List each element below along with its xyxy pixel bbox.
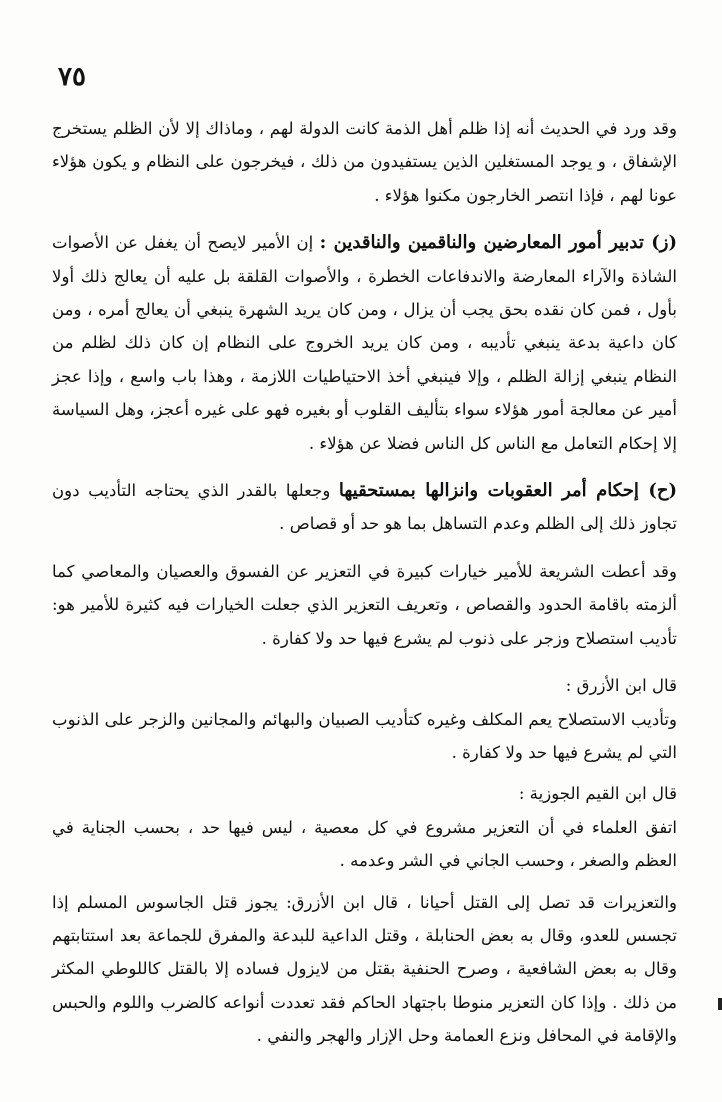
quote-ibn-alazraq	[52, 669, 677, 769]
page-number: ٧٥	[58, 62, 86, 92]
page-edge-mark	[718, 998, 722, 1010]
section-heading-ha: (ح) إحكام أمر العقوبات وانزالها بمستحقيها	[338, 480, 677, 502]
quote-text: اتفق العلماء في أن التعزير مشروع في كل معصية ، ليس فيها حد ، بحسب الجناية في العظم والصغر ، وحسب الجاني في الشر وعدمه .	[52, 817, 677, 871]
paragraph-hadith	[52, 112, 677, 212]
quote-label: قال ابن الأزرق :	[565, 676, 677, 696]
paragraph-tazirat	[52, 886, 677, 1053]
quote-text: وتأديب الاستصلاح يعم المكلف وغيره كتأديب الصبيان والبهائم والمجانين والزجر على الذنوب التي لم يشرع فيها حد ولا كفارة .	[52, 709, 677, 762]
paragraph-section-ha	[52, 474, 677, 541]
paragraph-text: إن الأمير لايصح أن يغفل عن الأصوات الشاذة والآراء المعارضة والاندفاعات الخطرة ، والأصوات القلقة بل عليه أن يعالج ذلك أولا بأول ، فمن كان نقده بحق يجب أن يزال ، ومن كان يريد الشهرة ينبغي أن يعالج أمره ، ومن كان داعية بدعة ينبغي تأديبه ، ومن كان يريد الخروج على النظام إن كان ذلك لظلم من النظام ينبغي إزالة الظلم ، وإلا فينبغي أخذ الاحتياطيات اللازمة ، وهذا باب واسع ، وإذا عجز أمير عن معالجة أمور هؤلاء سواء بتأليف القلوب أو بغيره فهو على غيره أعجز، وهل السياسة إلا إحكام التعامل مع الناس كل الناس فضلا عن هؤلاء .	[52, 233, 677, 453]
paragraph-section-zay	[52, 226, 677, 460]
paragraph-text: وجعلها بالقدر الذي يحتاجه التأديب دون تجاوز ذلك إلى الظلم وعدم التساهل بما هو حد أو قصاص .	[52, 481, 677, 534]
paragraph-text: والتعزيرات قد تصل إلى القتل أحيانا ، قال ابن الأزرق: يجوز قتل الجاسوس المسلم إذا تجسس للعدو، وقال به بعض الحنابلة ، وقتل الداعية للبدعة والمفرق للجماعة بعد استتابتهم وقال به بعض الشافعية ، وصرح الحنفية بقتل من لايزول فساده إلا بالقتل كاللوطي المكثر من ذلك . وإذا كان التعزير منوطا باجتهاد الحاكم فقد تعددت أنواعه كالضرب واللوم والحبس والإقامة في المحافل ونزع العمامة وحل الإزار والهجر والنفي .	[52, 892, 677, 1046]
quote-ibn-alqayyim	[52, 777, 677, 877]
paragraph-text: وقد أعطت الشريعة للأمير خيارات كبيرة في التعزير عن الفسوق والعصيان والمعاصي كما ألزمته باقامة الحدود والقصاص ، وتعريف التعزير الذي جعلت الخيارات فيه كثيرة للأمير هو: تأديب استصلاح وزجر على ذنوب لم يشرع فيها حد ولا كفارة .	[52, 561, 677, 648]
quote-label: قال ابن القيم الجوزية :	[518, 784, 677, 804]
paragraph-tazir-definition	[52, 555, 677, 655]
section-heading-zay: (ز) تدبير أمور المعارضين والناقمين والناقدين :	[319, 232, 677, 254]
page-body	[52, 112, 677, 1067]
paragraph-text: وقد ورد في الحديث أنه إذا ظلم أهل الذمة كانت الدولة لهم ، وماذاك إلا لأن الظلم يستخرج الإشفاق ، و يوجد المستغلين الذين يستفيدون من ذلك ، فيخرجون على النظام و يكون هؤلاء عونا لهم ، فإذا انتصر الخارجون مكنوا هؤلاء .	[52, 119, 677, 205]
